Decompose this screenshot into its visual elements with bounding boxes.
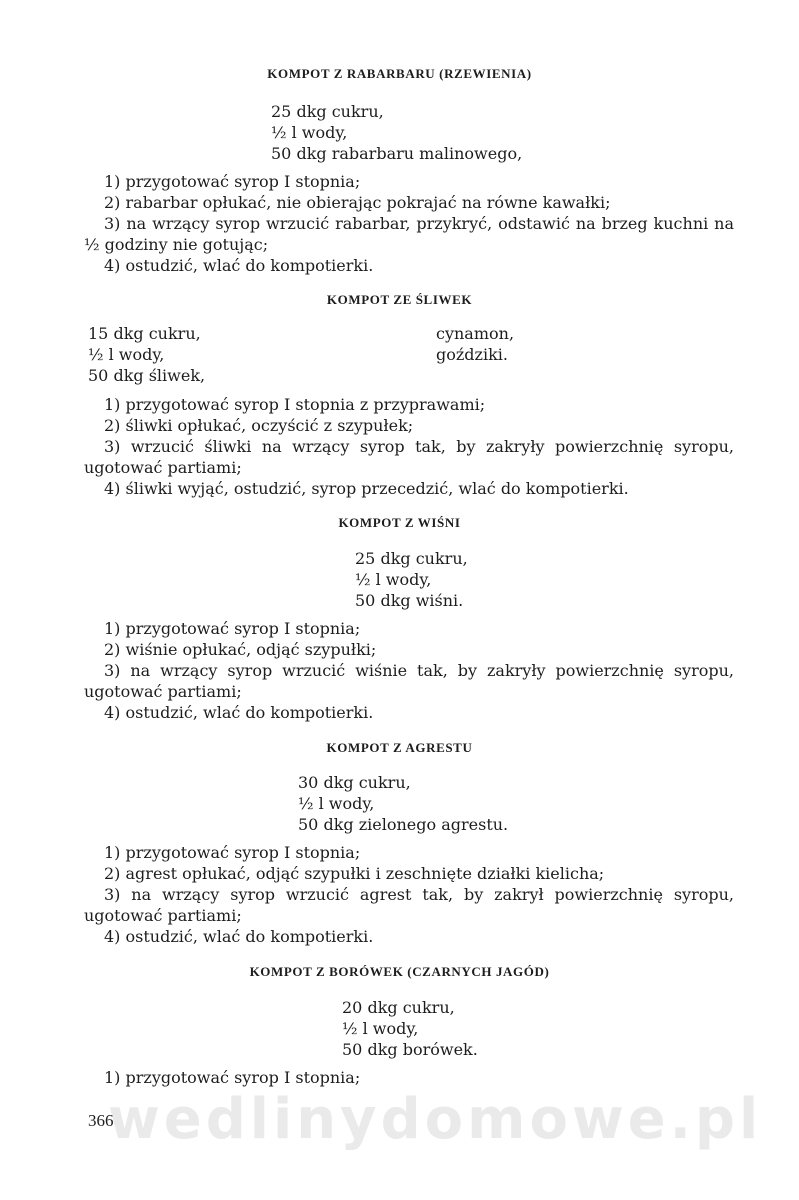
ingredient: 25 dkg cukru,	[355, 549, 468, 568]
step: 1) przygotować syrop I stopnia z przyprawami;	[104, 395, 486, 414]
ingredient: 25 dkg cukru,	[271, 102, 384, 121]
ingredient: ½ l wody,	[355, 570, 432, 589]
ingredient-list-right	[436, 323, 514, 365]
step: 4) ostudzić, wlać do kompotierki.	[104, 703, 374, 722]
ingredient: 50 dkg wiśni.	[355, 591, 464, 610]
ingredient: ½ l wody,	[298, 794, 375, 813]
ingredient: 15 dkg cukru,	[88, 324, 201, 343]
recipe-title: KOMPOT Z RABARBARU (RZEWIENIA)	[267, 66, 532, 81]
ingredient: 50 dkg zielonego agrestu.	[298, 815, 509, 834]
step-list	[84, 842, 734, 947]
ingredient: ½ l wody,	[88, 345, 165, 364]
step: 2) rabarbar opłukać, nie obierając pokrajać na równe kawałki;	[104, 193, 611, 212]
page-number: 366	[88, 1111, 114, 1130]
recipe-title: KOMPOT Z AGRESTU	[326, 740, 473, 755]
step-list	[84, 618, 734, 723]
ingredient: 20 dkg cukru,	[342, 998, 455, 1017]
ingredient-list	[298, 772, 508, 835]
step: 4) śliwki wyjąć, ostudzić, syrop przecedzić, wlać do kompotierki.	[104, 479, 629, 498]
ingredient: goździki.	[436, 345, 508, 364]
ingredient: 50 dkg borówek.	[342, 1040, 478, 1059]
ingredient-list	[271, 101, 522, 164]
step: 3) na wrzący syrop wrzucić wiśnie tak, by zakryły powierzchnię syropu, ugotować partiami;	[84, 661, 734, 701]
ingredient: 50 dkg śliwek,	[88, 366, 206, 385]
ingredient: ½ l wody,	[271, 123, 348, 142]
step: 3) na wrzący syrop wrzucić agrest tak, by zakrył powierzchnię syropu, ugotować partiami;	[84, 885, 734, 925]
watermark: wedlinydomowe.pl	[108, 1087, 763, 1152]
ingredient: 30 dkg cukru,	[298, 773, 411, 792]
step: 3) na wrzący syrop wrzucić rabarbar, przykryć, odstawić na brzeg kuchni na ½ godziny nie gotując;	[84, 214, 734, 254]
ingredient-list-left	[88, 323, 205, 386]
step-list	[84, 394, 734, 499]
recipe-title: KOMPOT Z BORÓWEK (CZARNYCH JAGÓD)	[249, 964, 550, 979]
step-list	[84, 171, 734, 276]
ingredient: ½ l wody,	[342, 1019, 419, 1038]
step: 2) agrest opłukać, odjąć szypułki i zeschnięte działki kielicha;	[104, 864, 605, 883]
step: 1) przygotować syrop I stopnia;	[104, 619, 361, 638]
ingredient-list	[342, 997, 478, 1060]
recipe-title: KOMPOT Z WIŚNI	[338, 515, 461, 530]
step: 4) ostudzić, wlać do kompotierki.	[104, 927, 374, 946]
recipe-title: KOMPOT ZE ŚLIWEK	[326, 292, 473, 307]
step: 2) śliwki opłukać, oczyścić z szypułek;	[104, 416, 414, 435]
ingredient: 50 dkg rabarbaru malinowego,	[271, 144, 523, 163]
step: 1) przygotować syrop I stopnia;	[104, 1068, 361, 1087]
step: 3) wrzucić śliwki na wrzący syrop tak, by zakryły powierzchnię syropu, ugotować partiami;	[84, 437, 734, 477]
step: 2) wiśnie opłukać, odjąć szypułki;	[104, 640, 377, 659]
step: 4) ostudzić, wlać do kompotierki.	[104, 256, 374, 275]
step: 1) przygotować syrop I stopnia;	[104, 172, 361, 191]
ingredient: cynamon,	[436, 324, 515, 343]
step: 1) przygotować syrop I stopnia;	[104, 843, 361, 862]
step-list	[84, 1067, 734, 1088]
ingredient-list	[355, 548, 468, 611]
